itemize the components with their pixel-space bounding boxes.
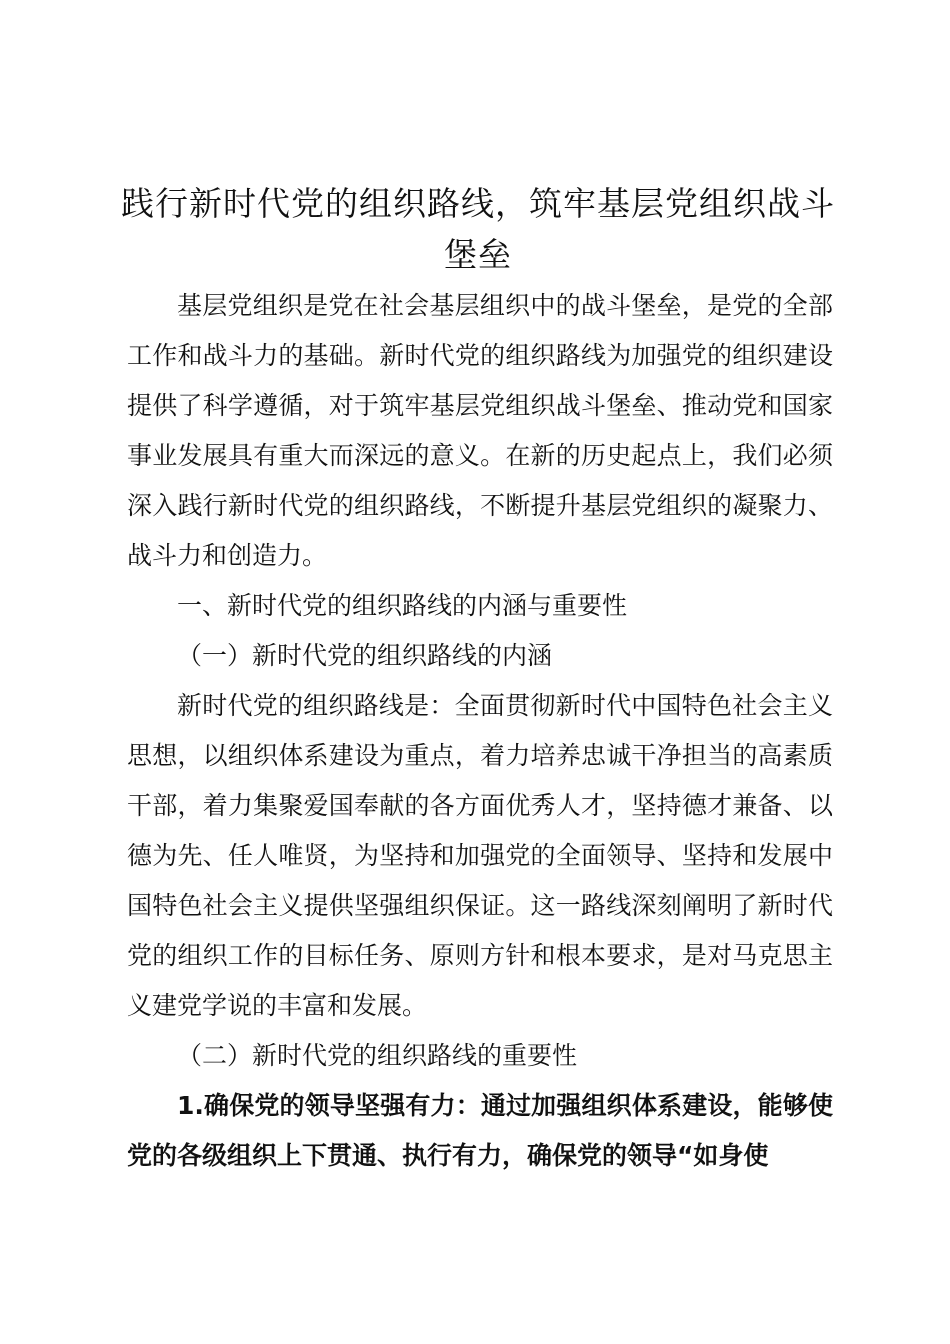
subsection-heading-2: （二）新时代党的组织路线的重要性 (177, 1041, 578, 1070)
document-title: 践行新时代党的组织路线，筑牢基层党组织战斗堡垒 (121, 184, 835, 274)
subsection-heading-1: （一）新时代党的组织路线的内涵 (177, 641, 553, 670)
intro-paragraph: 基层党组织是党在社会基层组织中的战斗堡垒，是党的全部工作和战斗力的基础。新时代党的组织路线为加强党的组织建设提供了科学遵循，对于筑牢基层党组织战斗堡垒、推动党和国家事业发展具有重大而深远的意义。在新的历史起点上，我们必须深入践行新时代党的组织路线，不断提升基层党组织的凝聚力、战斗力和创造力。 (127, 291, 833, 570)
document-body (127, 281, 833, 1181)
connotation-paragraph: 新时代党的组织路线是：全面贯彻新时代中国特色社会主义思想，以组织体系建设为重点，着力培养忠诚干净担当的高素质干部，着力集聚爱国奉献的各方面优秀人才，坚持德才兼备、以德为先、任人唯贤，为坚持和加强党的全面领导、坚持和发展中国特色社会主义提供坚强组织保证。这一路线深刻阐明了新时代党的组织工作的目标任务、原则方针和根本要求，是对马克思主义建党学说的丰富和发展。 (127, 691, 833, 1020)
section-heading-1: 一、新时代党的组织路线的内涵与重要性 (177, 591, 628, 620)
point-1-paragraph: 1.确保党的领导坚强有力：通过加强组织体系建设，能够使党的各级组织上下贯通、执行有力，确保党的领导“如身使 (127, 1091, 833, 1170)
